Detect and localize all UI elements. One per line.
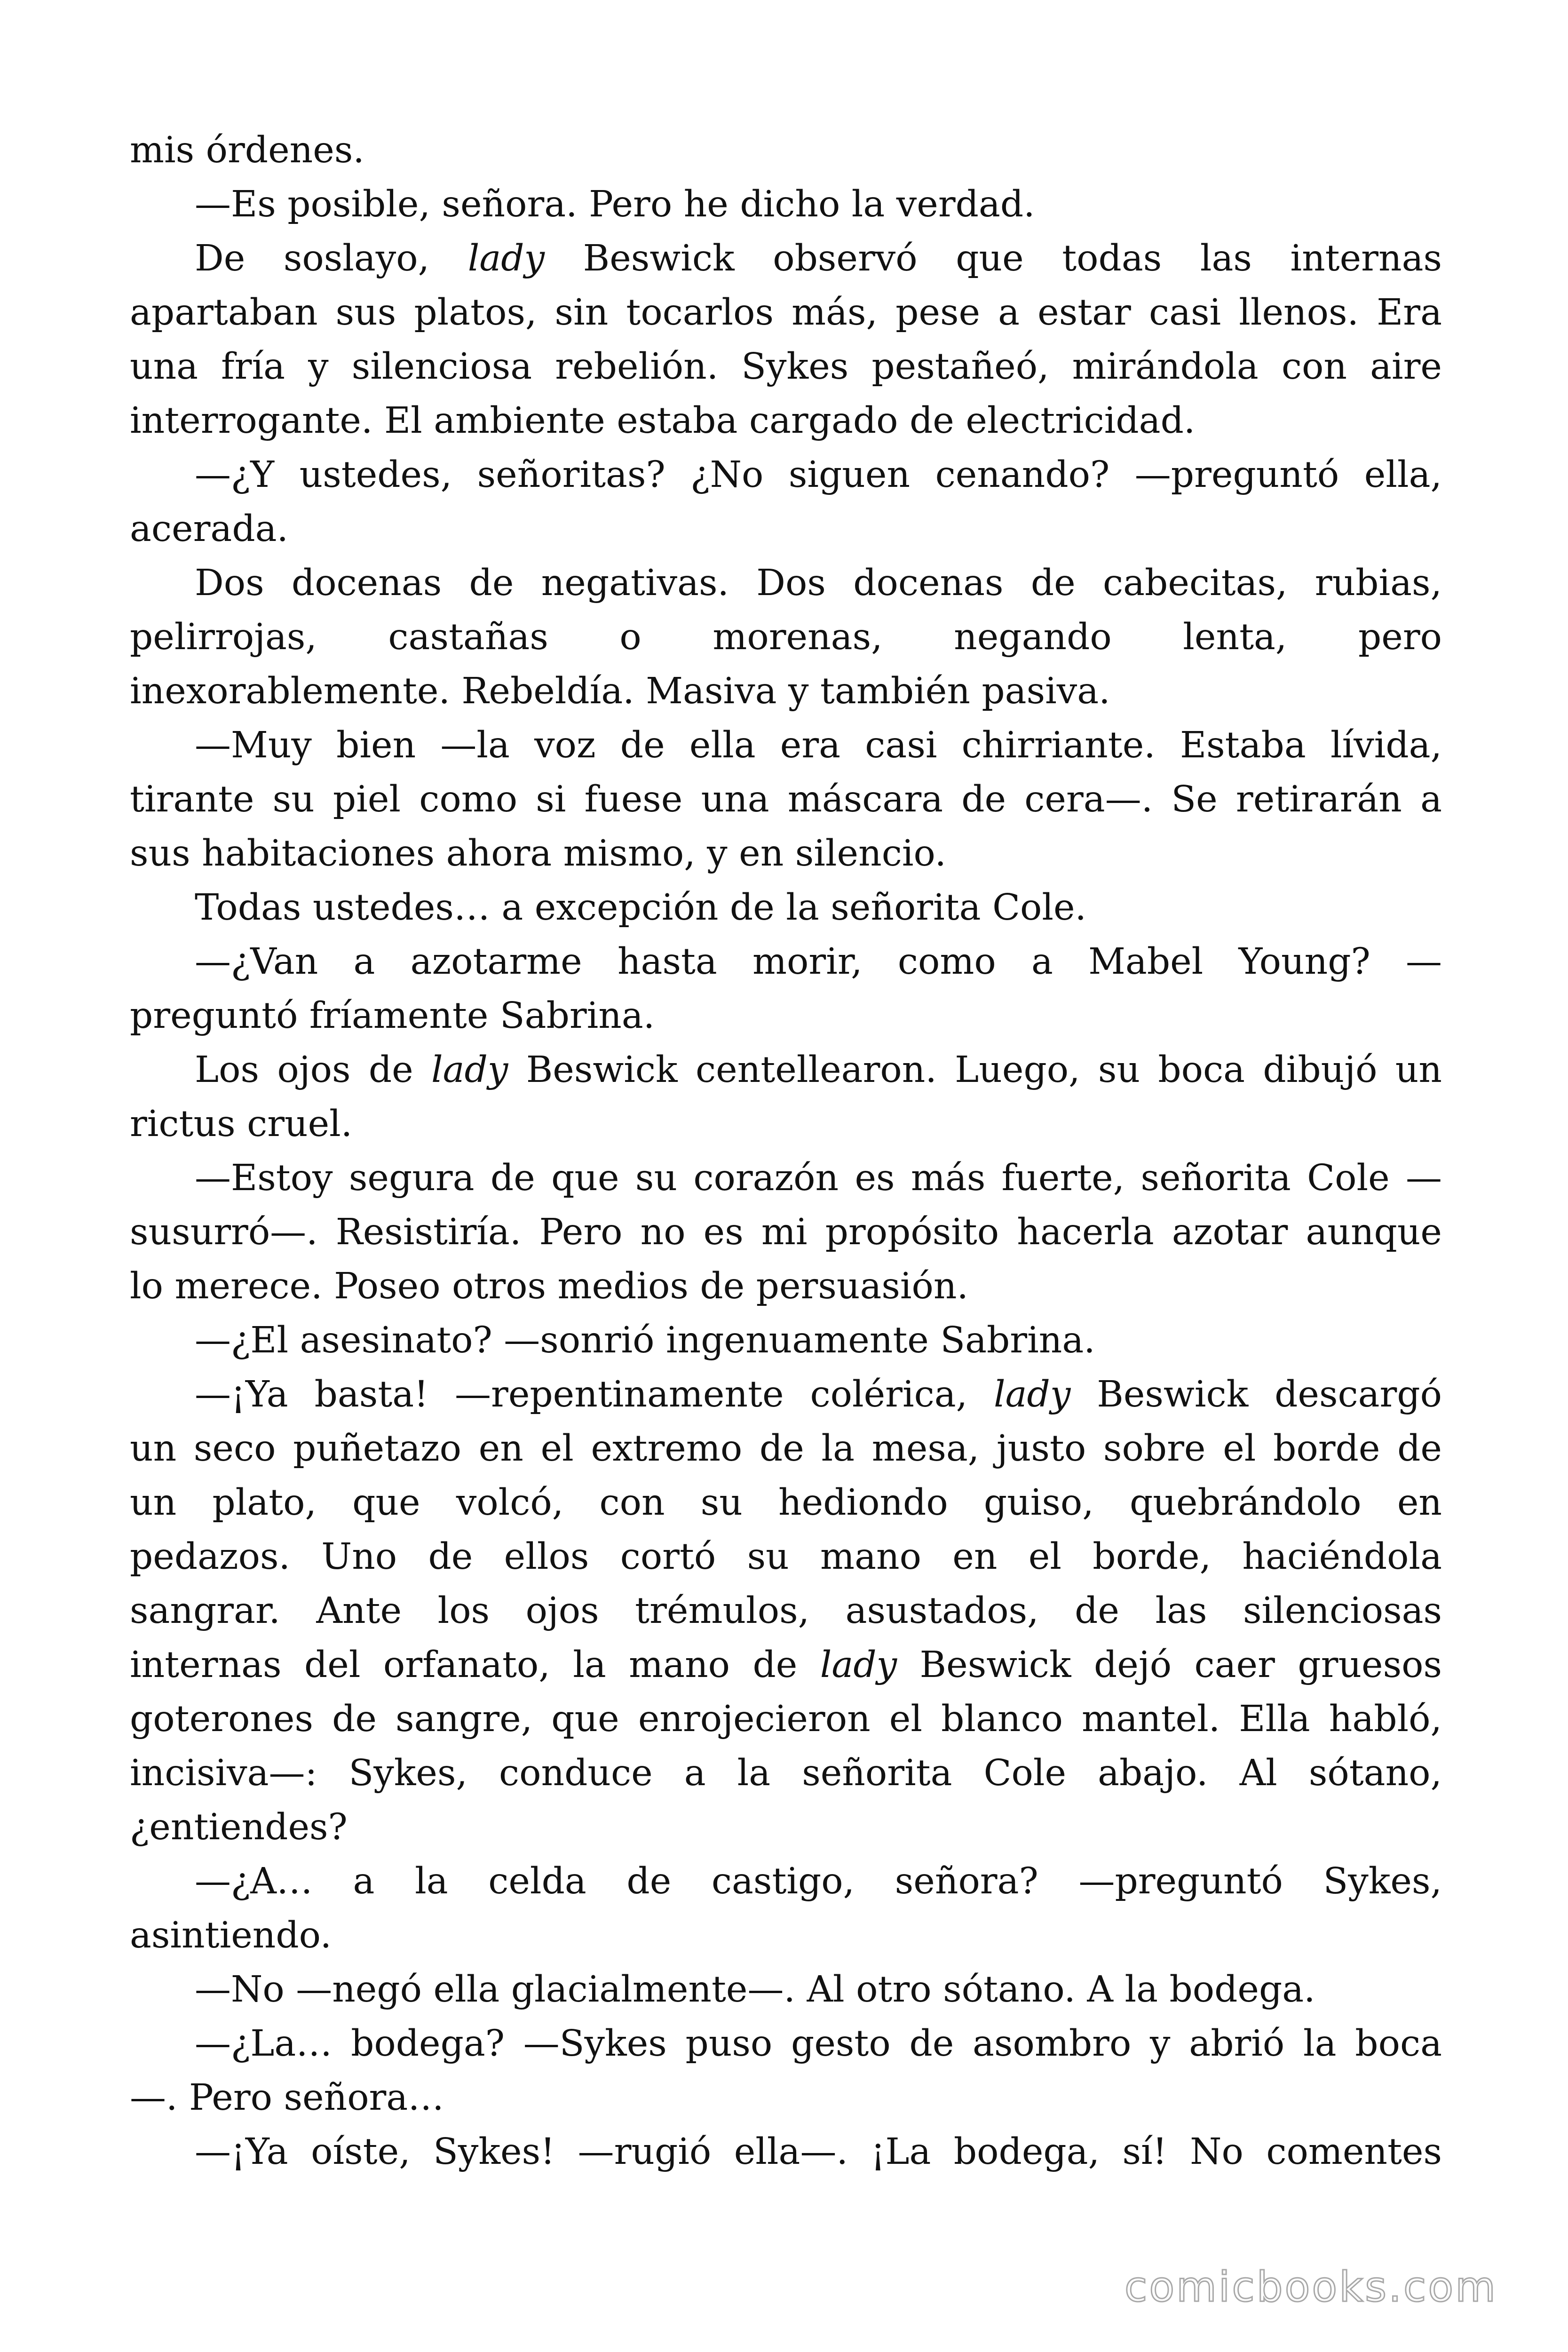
paragraph-12-line-0 [130,1854,1442,1908]
text-run: Los ojos de [195,1049,432,1091]
paragraph-8-line-0 [130,1043,1442,1097]
text-run: interrogante. El ambiente estaba cargado de electricidad. [130,400,1196,442]
text-run: lo merece. Poseo otros medios de persuasión. [130,1265,968,1307]
text-run: pelirrojas, castañas o morenas, negando lenta, pero [130,616,1442,658]
text-run: inexorablemente. Rebeldía. Masiva y también pasiva. [130,670,1110,712]
text-run: Beswick observó que todas las internas [545,238,1442,279]
paragraph-0-line-0 [130,123,1442,177]
italic-text: lady [467,238,545,279]
text-run: un seco puñetazo en el extremo de la mesa, justo sobre el borde de [130,1428,1442,1470]
watermark-logo: comicbooks.com [1124,2263,1497,2311]
text-run: acerada. [130,508,288,550]
text-run: —No —negó ella glacialmente—. Al otro sótano. A la bodega. [195,1969,1315,2010]
paragraph-11-line-8 [130,1800,1442,1854]
text-run: —¡Ya oíste, Sykes! —rugió ella—. ¡La bodega, sí! No comentes [195,2131,1442,2173]
text-run: apartaban sus platos, sin tocarlos más, pese a estar casi llenos. Era [130,292,1442,334]
text-run: preguntó fríamente Sabrina. [130,995,655,1037]
paragraph-15-line-0 [130,2125,1442,2179]
paragraph-11-line-7 [130,1746,1442,1800]
text-run: sangrar. Ante los ojos trémulos, asustados, de las silenciosas [130,1590,1442,1632]
paragraph-11-line-1 [130,1422,1442,1476]
paragraph-2-line-1 [130,286,1442,340]
paragraph-5-line-0 [130,718,1442,772]
paragraph-5-line-1 [130,772,1442,826]
text-run: —¡Ya basta! —repentinamente colérica, [195,1374,994,1415]
text-run: —. Pero señora… [130,2077,444,2119]
paragraph-7-line-0 [130,935,1442,989]
text-run: —Es posible, señora. Pero he dicho la verdad. [195,183,1035,225]
paragraph-14-line-1 [130,2071,1442,2125]
text-run: un plato, que volcó, con su hediondo guiso, quebrándolo en [130,1482,1442,1524]
paragraph-9-line-0 [130,1151,1442,1205]
text-run: Beswick descargó [1070,1374,1442,1415]
paragraph-3-line-1 [130,502,1442,556]
text-run: pedazos. Uno de ellos cortó su mano en el borde, haciéndola [130,1536,1442,1578]
paragraph-3-line-0 [130,448,1442,502]
text-run: incisiva—: Sykes, conduce a la señorita Cole abajo. Al sótano, [130,1752,1442,1794]
text-run: rictus cruel. [130,1103,353,1145]
paragraph-4-line-0 [130,556,1442,610]
text-run: —¿El asesinato? —sonrió ingenuamente Sabrina. [195,1319,1095,1361]
paragraph-2-line-3 [130,394,1442,448]
text-run: mis órdenes. [130,129,364,171]
paragraph-2-line-0 [130,231,1442,286]
paragraph-11-line-6 [130,1692,1442,1746]
paragraph-2-line-2 [130,340,1442,394]
italic-text: lady [431,1049,508,1091]
text-run: internas del orfanato, la mano de [130,1644,820,1686]
paragraph-11-line-0 [130,1367,1442,1422]
text-run: tirante su piel como si fuese una máscara de cera—. Se retirarán a [130,779,1442,820]
book-page-text [130,123,1442,2179]
paragraph-9-line-2 [130,1259,1442,1313]
italic-text: lady [994,1374,1071,1415]
text-run: —¿La… bodega? —Sykes puso gesto de asombro y abrió la boca [195,2023,1442,2065]
paragraph-10-line-0 [130,1313,1442,1367]
text-run: De soslayo, [195,238,468,279]
paragraph-11-line-2 [130,1476,1442,1530]
text-run: goterones de sangre, que enrojecieron el blanco mantel. Ella habló, [130,1698,1442,1740]
text-run: Beswick dejó caer gruesos [897,1644,1442,1686]
text-run: —¿A… a la celda de castigo, señora? —preguntó Sykes, [195,1860,1442,1902]
text-run: —Muy bien —la voz de ella era casi chirriante. Estaba lívida, [195,724,1442,766]
text-run: Dos docenas de negativas. Dos docenas de cabecitas, rubias, [195,562,1442,604]
text-run: —¿Van a azotarme hasta morir, como a Mabel Young? — [195,941,1442,983]
text-run: Beswick centellearon. Luego, su boca dibujó un [508,1049,1442,1091]
text-run: sus habitaciones ahora mismo, y en silencio. [130,833,946,874]
paragraph-11-line-4 [130,1584,1442,1638]
paragraph-11-line-5 [130,1638,1442,1692]
paragraph-6-line-0 [130,881,1442,935]
text-run: ¿entiendes? [130,1806,348,1848]
paragraph-7-line-1 [130,989,1442,1043]
paragraph-11-line-3 [130,1530,1442,1584]
paragraph-5-line-2 [130,826,1442,881]
paragraph-13-line-0 [130,1963,1442,2017]
paragraph-8-line-1 [130,1097,1442,1151]
paragraph-1-line-0 [130,177,1442,231]
paragraph-4-line-2 [130,664,1442,718]
text-run: —Estoy segura de que su corazón es más fuerte, señorita Cole — [195,1157,1442,1199]
italic-text: lady [820,1644,897,1686]
paragraph-14-line-0 [130,2017,1442,2071]
paragraph-4-line-1 [130,610,1442,664]
paragraph-12-line-1 [130,1908,1442,1963]
text-run: susurró—. Resistiría. Pero no es mi propósito hacerla azotar aunque [130,1211,1442,1253]
text-run: una fría y silenciosa rebelión. Sykes pestañeó, mirándola con aire [130,346,1442,388]
paragraph-9-line-1 [130,1205,1442,1259]
text-run: asintiendo. [130,1915,332,1956]
text-run: —¿Y ustedes, señoritas? ¿No siguen cenando? —preguntó ella, [195,454,1442,496]
text-run: Todas ustedes… a excepción de la señorita Cole. [195,887,1087,929]
